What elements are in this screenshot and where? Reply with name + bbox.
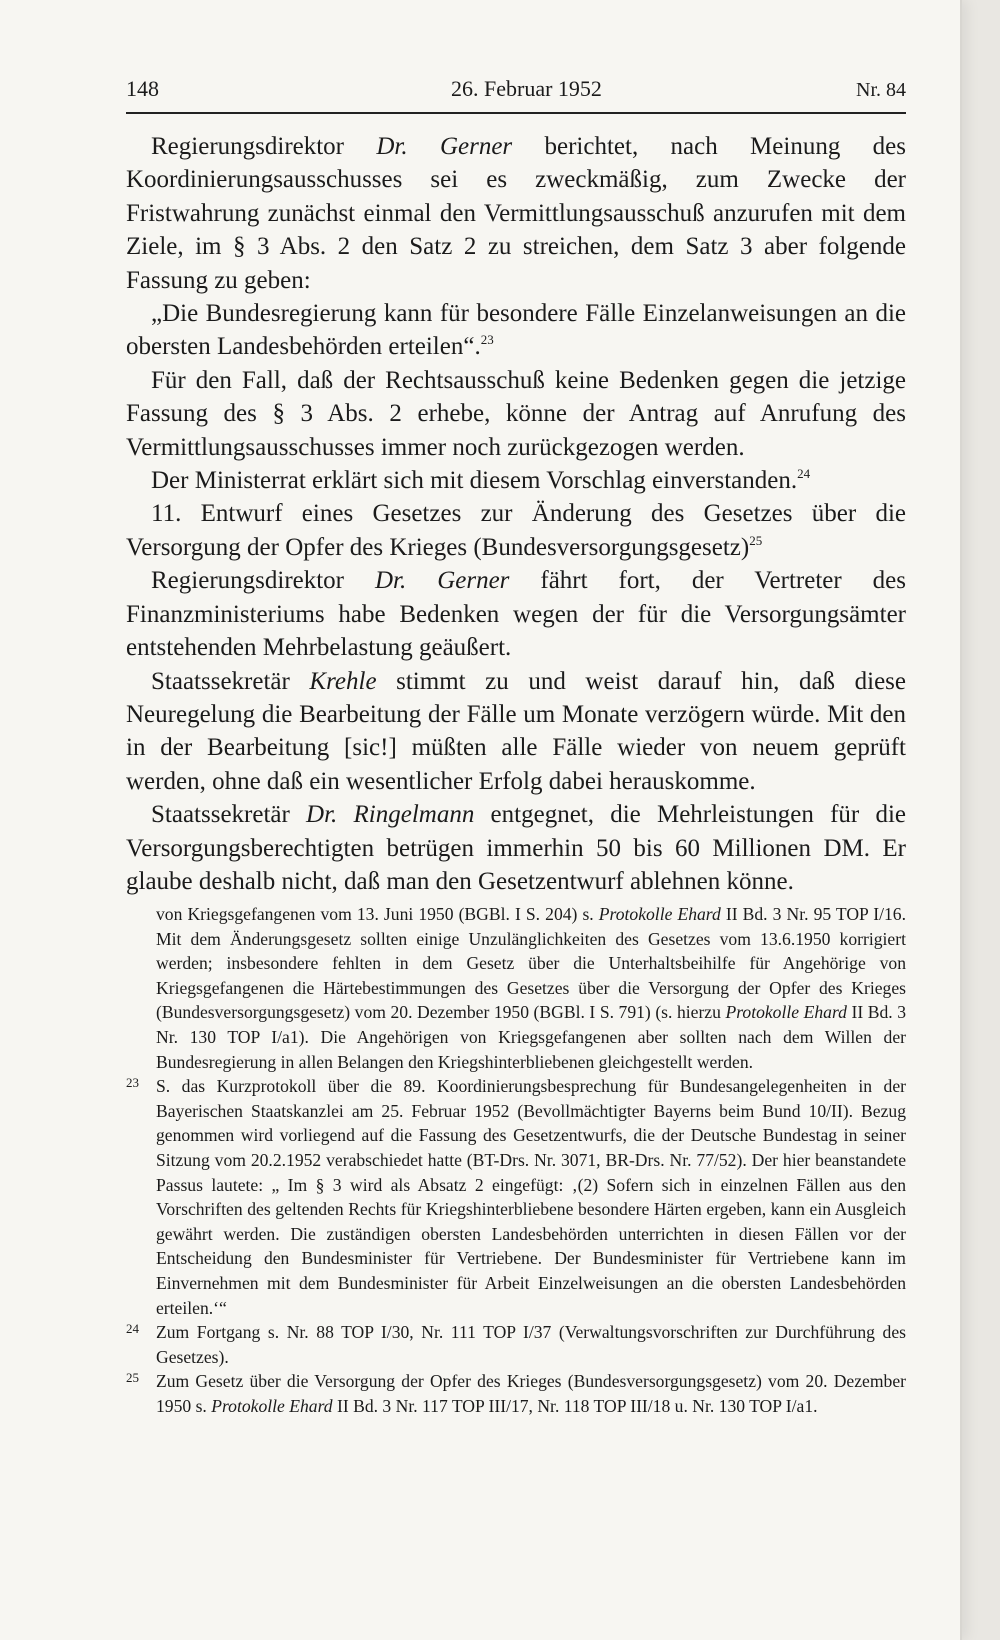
speaker-name: Krehle bbox=[309, 667, 377, 695]
main-text bbox=[126, 130, 906, 898]
page-number: 148 bbox=[126, 76, 159, 101]
paragraph-quoted-wording: „Die Bundesregierung kann für besondere Fälle Einzelanweisungen an die obersten Landesbehörden erteilen“.$^{23}$ bbox=[126, 300, 906, 361]
footnotes bbox=[126, 902, 906, 1418]
paragraph-council-agrees: Der Ministerrat erklärt sich mit diesem Vorschlag einverstanden.$^{24}$ bbox=[151, 466, 811, 495]
footnote-25: 25 Zum Gesetz über die Versorgung der Opfer des Krieges (Bundesversorgungsgesetz) vom 20. Dezember 1950 s. Protokolle Ehard II Bd. 3 Nr. 117 TOP III/17, Nr. 118 TOP III/18 u. Nr. 130 TOP I/a1. bbox=[126, 1369, 906, 1418]
paragraph-legal-committee: Für den Fall, daß der Rechtsausschuß keine Bedenken gegen die jetzige Fassung des § 3 Abs. 2 erhebe, könne der Antrag auf Anrufung des Vermittlungsausschusses immer noch zurückgezogen werden. bbox=[126, 366, 906, 461]
footnote-23: 23 S. das Kurzprotokoll über die 89. Koordinierungsbesprechung für Bundesangelegenheiten in der Bayerischen Staatskanzlei am 25. Februar 1952 (Bevollmächtigter Bayerns beim Bund 10/II). Bezug genommen wird vorliegend auf die Fassung des Gesetzentwurfs, die der Deutsche Bundestag in seiner Sitzung vom 20.2.1952 verabschiedet hatte (BT-Drs. Nr. 3071, BR-Drs. Nr. 77/52). Der hier beanstandete Passus lautete: „ Im § 3 wird als Absatz 2 eingefügt: ‚(2) Sofern sich in einzelnen Fällen aus den Vorschriften des geltenden Rechts für Kriegshinterbliebene besondere Härten ergeben, kann ein Ausgleich gewährt werden. Die zuständigen obersten Landesbehörden unterrichten in diesen Fällen vor der Entscheidung den Bundesminister für Vertriebene. Der Bundesminister für Vertriebene kann im Einvernehmen mit dem Bundesminister für Arbeit Einzelweisungen an die obersten Landesbehörden erteilen.‘“ bbox=[126, 1074, 906, 1320]
paragraph-gerner-report: Regierungsdirektor Dr. Gerner berichtet, nach Meinung des Koordinierungsausschusses sei es zweckmäßig, zum Zwecke der Fristwahrung zunächst einmal den Vermittlungsausschuß anzurufen mit dem Ziele, im § 3 Abs. 2 den Satz 2 zu streichen, dem Satz 3 aber folgende Fassung zu geben: bbox=[126, 133, 906, 294]
footnote-ref: 24 bbox=[797, 466, 811, 482]
running-header bbox=[126, 72, 906, 114]
issue-number: Nr. 84 bbox=[856, 79, 906, 101]
paragraph-ringelmann: Staatssekretär Dr. Ringelmann entgegnet, die Mehrleistungen für die Versorgungsberechtigten betrügen immerhin 50 bis 60 Millionen DM. Er glaube deshalb nicht, daß man den Gesetzentwurf ablehnen könne. bbox=[126, 801, 906, 895]
footnote-continuation: von Kriegsgefangenen vom 13. Juni 1950 (BGBl. I S. 204) s. Protokolle Ehard II Bd. 3 Nr. 95 TOP I/16. Mit dem Änderungsgesetz sollten einige Unzulänglichkeiten des Gesetzes vom 13.6.1950 korrigiert werden; insbesondere fehlten in dem Gesetz über die Unterhaltsbeihilfe für Angehörige von Kriegsgefangenen die Härtebestimmungen des Gesetzes über die Versorgung der Opfer des Krieges (Bundesversorgungsgesetz) vom 20. Dezember 1950 (BGBl. I S. 791) (s. hierzu Protokolle Ehard II Bd. 3 Nr. 130 TOP I/a1). Die Angehörigen von Kriegsgefangenen aber sollten nach dem Willen der Bundesregierung in allen Belangen den Kriegshinterbliebenen gleichgestellt werden. bbox=[156, 904, 906, 1072]
paragraph-krehle: Staatssekretär Krehle stimmt zu und weist darauf hin, daß diese Neuregelung die Bearbeitung der Fälle um Monate verzögern würde. Mit den in der Bearbeitung [sic!] müßten alle Fälle wieder von neuem geprüft werden, ohne daß ein wesentlicher Erfolg dabei herauskomme. bbox=[126, 667, 906, 795]
header-date: 26. Februar 1952 bbox=[451, 76, 602, 101]
speaker-name: Dr. Gerner bbox=[376, 133, 513, 160]
footnote-24: 24 Zum Fortgang s. Nr. 88 TOP I/30, Nr. 111 TOP I/37 (Verwaltungsvorschriften zur Durchführung des Gesetzes). bbox=[126, 1320, 906, 1369]
paragraph-finance-concerns: Regierungsdirektor Dr. Gerner fährt fort, der Vertreter des Finanzministeriums habe Bedenken wegen der für die Versorgungsämter entstehenden Mehrbelastung geäußert. bbox=[126, 567, 906, 662]
agenda-item-heading: 11. Entwurf eines Gesetzes zur Änderung des Gesetzes über die Versorgung der Opfer des Krieges (Bundesversorgungsgesetz)$^{25}$ bbox=[126, 500, 906, 561]
footnote-number: 23 bbox=[126, 1075, 139, 1091]
footnote-ref: 23 bbox=[480, 332, 494, 348]
footnote-number: 25 bbox=[126, 1370, 139, 1386]
footnote-number: 24 bbox=[126, 1321, 139, 1337]
footnote-ref: 25 bbox=[749, 532, 763, 548]
speaker-name: Dr. Gerner bbox=[374, 567, 510, 595]
speaker-name: Dr. Ringelmann bbox=[306, 801, 475, 829]
